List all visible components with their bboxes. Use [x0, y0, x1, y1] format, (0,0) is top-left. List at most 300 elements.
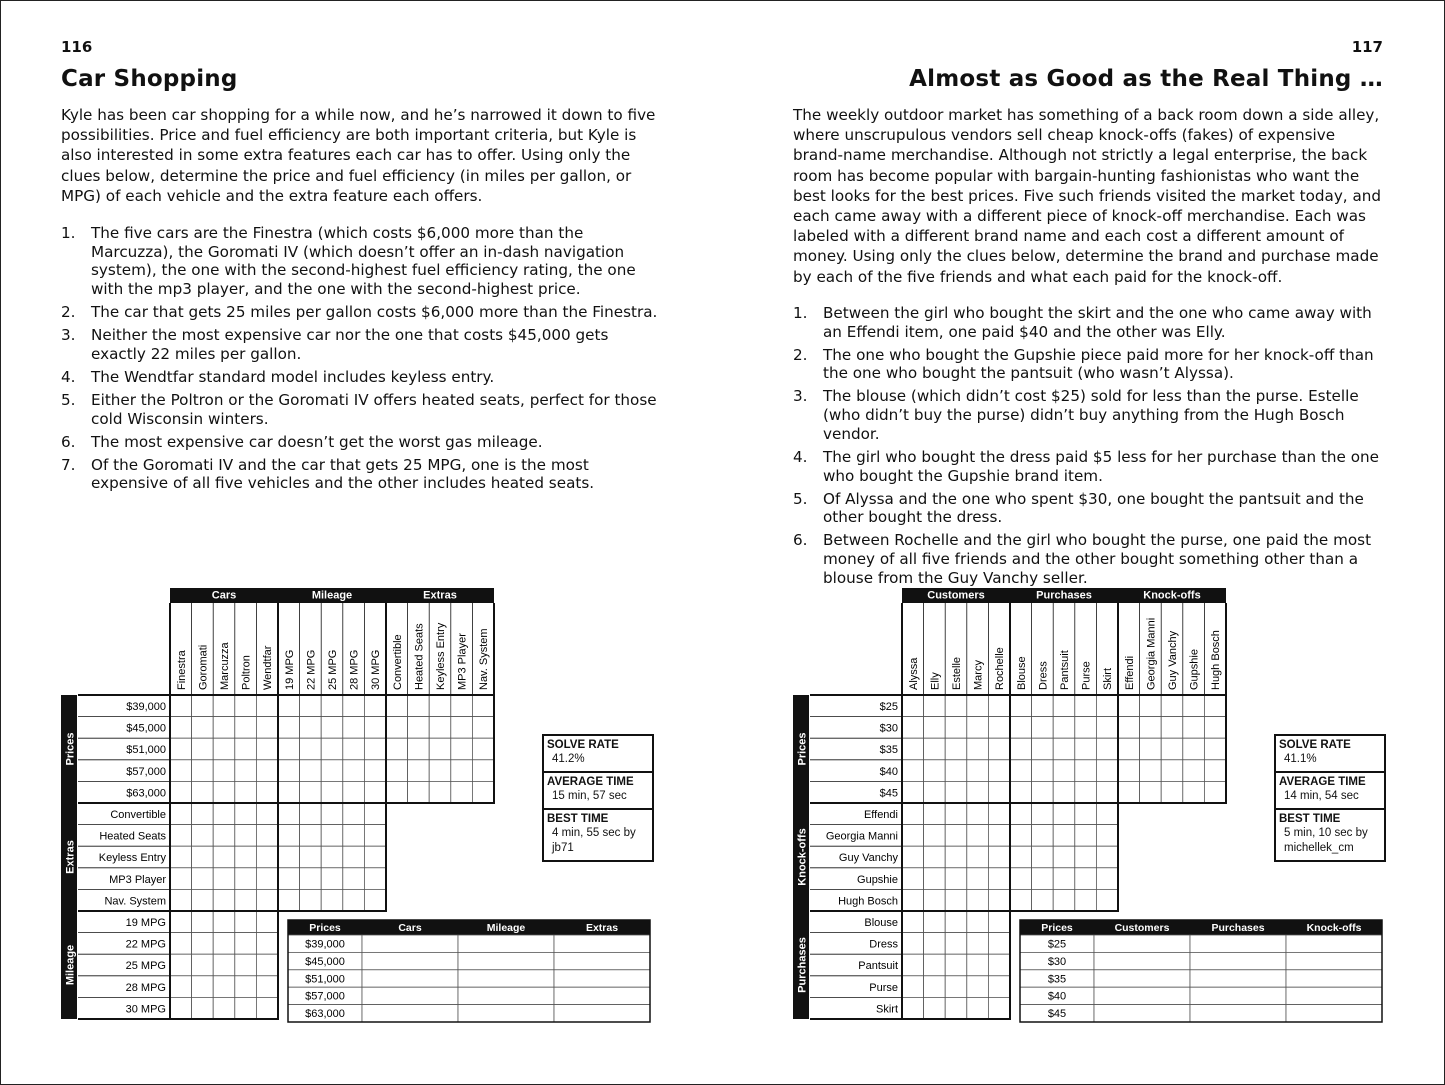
grid-cell[interactable]	[1075, 868, 1097, 890]
grid-cell[interactable]	[1140, 760, 1162, 782]
grid-cell[interactable]	[192, 911, 214, 933]
grid-cell[interactable]	[451, 717, 473, 739]
grid-cell[interactable]	[1010, 738, 1032, 760]
grid-cell[interactable]	[945, 868, 967, 890]
grid-cell[interactable]	[924, 846, 946, 868]
grid-cell[interactable]	[945, 717, 967, 739]
grid-cell[interactable]	[321, 717, 343, 739]
grid-cell[interactable]	[170, 738, 192, 760]
grid-cell[interactable]	[192, 760, 214, 782]
grid-cell[interactable]	[213, 760, 235, 782]
grid-cell[interactable]	[343, 846, 365, 868]
grid-cell[interactable]	[256, 911, 278, 933]
grid-cell[interactable]	[300, 846, 322, 868]
grid-cell[interactable]	[1075, 846, 1097, 868]
grid-cell[interactable]	[924, 868, 946, 890]
grid-cell[interactable]	[321, 846, 343, 868]
grid-cell[interactable]	[988, 846, 1010, 868]
grid-cell[interactable]	[988, 976, 1010, 998]
answer-cell[interactable]	[1286, 952, 1382, 969]
grid-cell[interactable]	[364, 889, 386, 911]
grid-cell[interactable]	[1032, 825, 1054, 847]
grid-cell[interactable]	[924, 760, 946, 782]
grid-cell[interactable]	[300, 825, 322, 847]
grid-cell[interactable]	[451, 738, 473, 760]
grid-cell[interactable]	[1183, 695, 1205, 717]
grid-cell[interactable]	[429, 760, 451, 782]
grid-cell[interactable]	[1204, 781, 1226, 803]
grid-cell[interactable]	[967, 976, 989, 998]
grid-cell[interactable]	[1204, 738, 1226, 760]
answer-cell[interactable]	[1286, 1005, 1382, 1022]
grid-cell[interactable]	[924, 911, 946, 933]
grid-cell[interactable]	[967, 933, 989, 955]
grid-cell[interactable]	[343, 889, 365, 911]
answer-cell[interactable]	[362, 987, 458, 1004]
answer-cell[interactable]	[1190, 952, 1286, 969]
grid-cell[interactable]	[902, 717, 924, 739]
grid-cell[interactable]	[945, 954, 967, 976]
grid-cell[interactable]	[902, 695, 924, 717]
grid-cell[interactable]	[213, 695, 235, 717]
grid-cell[interactable]	[364, 803, 386, 825]
grid-cell[interactable]	[192, 933, 214, 955]
answer-cell[interactable]	[458, 970, 554, 987]
grid-cell[interactable]	[902, 933, 924, 955]
grid-cell[interactable]	[192, 846, 214, 868]
grid-cell[interactable]	[235, 997, 257, 1019]
grid-cell[interactable]	[386, 760, 408, 782]
grid-cell[interactable]	[256, 846, 278, 868]
grid-cell[interactable]	[902, 954, 924, 976]
grid-cell[interactable]	[386, 781, 408, 803]
grid-cell[interactable]	[902, 889, 924, 911]
grid-cell[interactable]	[235, 976, 257, 998]
grid-cell[interactable]	[967, 695, 989, 717]
grid-cell[interactable]	[256, 717, 278, 739]
grid-cell[interactable]	[924, 803, 946, 825]
grid-cell[interactable]	[170, 997, 192, 1019]
grid-cell[interactable]	[213, 781, 235, 803]
grid-cell[interactable]	[192, 781, 214, 803]
grid-cell[interactable]	[1032, 868, 1054, 890]
grid-cell[interactable]	[213, 868, 235, 890]
answer-cell[interactable]	[1094, 952, 1190, 969]
grid-cell[interactable]	[1032, 889, 1054, 911]
grid-cell[interactable]	[967, 781, 989, 803]
answer-cell[interactable]	[362, 1005, 458, 1022]
grid-cell[interactable]	[1075, 717, 1097, 739]
grid-cell[interactable]	[235, 911, 257, 933]
grid-cell[interactable]	[213, 997, 235, 1019]
grid-cell[interactable]	[1010, 868, 1032, 890]
grid-cell[interactable]	[235, 803, 257, 825]
grid-cell[interactable]	[278, 760, 300, 782]
grid-cell[interactable]	[1010, 846, 1032, 868]
grid-cell[interactable]	[924, 997, 946, 1019]
grid-cell[interactable]	[1032, 803, 1054, 825]
grid-cell[interactable]	[343, 717, 365, 739]
grid-cell[interactable]	[967, 911, 989, 933]
grid-cell[interactable]	[988, 760, 1010, 782]
grid-cell[interactable]	[902, 846, 924, 868]
grid-cell[interactable]	[170, 976, 192, 998]
grid-cell[interactable]	[472, 717, 494, 739]
grid-cell[interactable]	[1010, 717, 1032, 739]
grid-cell[interactable]	[256, 889, 278, 911]
grid-cell[interactable]	[945, 781, 967, 803]
answer-cell[interactable]	[458, 1005, 554, 1022]
grid-cell[interactable]	[1032, 846, 1054, 868]
grid-cell[interactable]	[429, 738, 451, 760]
grid-cell[interactable]	[988, 717, 1010, 739]
grid-cell[interactable]	[1183, 738, 1205, 760]
answer-cell[interactable]	[362, 970, 458, 987]
grid-cell[interactable]	[1118, 781, 1140, 803]
grid-cell[interactable]	[988, 825, 1010, 847]
grid-cell[interactable]	[902, 760, 924, 782]
grid-cell[interactable]	[945, 889, 967, 911]
answer-cell[interactable]	[1094, 1005, 1190, 1022]
grid-cell[interactable]	[902, 911, 924, 933]
grid-cell[interactable]	[1096, 889, 1118, 911]
grid-cell[interactable]	[1096, 717, 1118, 739]
grid-cell[interactable]	[1010, 760, 1032, 782]
grid-cell[interactable]	[408, 738, 430, 760]
grid-cell[interactable]	[235, 868, 257, 890]
grid-cell[interactable]	[472, 738, 494, 760]
grid-cell[interactable]	[1096, 803, 1118, 825]
answer-cell[interactable]	[1094, 935, 1190, 952]
grid-cell[interactable]	[278, 889, 300, 911]
grid-cell[interactable]	[945, 695, 967, 717]
grid-cell[interactable]	[343, 868, 365, 890]
grid-cell[interactable]	[235, 738, 257, 760]
grid-cell[interactable]	[1032, 781, 1054, 803]
grid-cell[interactable]	[924, 954, 946, 976]
grid-cell[interactable]	[902, 976, 924, 998]
grid-cell[interactable]	[1118, 738, 1140, 760]
grid-cell[interactable]	[213, 825, 235, 847]
grid-cell[interactable]	[429, 695, 451, 717]
grid-cell[interactable]	[256, 933, 278, 955]
grid-cell[interactable]	[408, 760, 430, 782]
grid-cell[interactable]	[300, 868, 322, 890]
grid-cell[interactable]	[364, 846, 386, 868]
grid-cell[interactable]	[192, 868, 214, 890]
grid-cell[interactable]	[451, 695, 473, 717]
grid-cell[interactable]	[364, 825, 386, 847]
grid-cell[interactable]	[256, 976, 278, 998]
grid-cell[interactable]	[1096, 695, 1118, 717]
grid-cell[interactable]	[321, 781, 343, 803]
grid-cell[interactable]	[408, 717, 430, 739]
grid-cell[interactable]	[1053, 695, 1075, 717]
grid-cell[interactable]	[321, 803, 343, 825]
grid-cell[interactable]	[170, 954, 192, 976]
grid-cell[interactable]	[170, 911, 192, 933]
grid-cell[interactable]	[1075, 760, 1097, 782]
grid-cell[interactable]	[300, 760, 322, 782]
answer-cell[interactable]	[1190, 987, 1286, 1004]
grid-cell[interactable]	[364, 868, 386, 890]
grid-cell[interactable]	[1010, 825, 1032, 847]
grid-cell[interactable]	[1204, 760, 1226, 782]
grid-cell[interactable]	[278, 695, 300, 717]
grid-cell[interactable]	[1032, 738, 1054, 760]
answer-cell[interactable]	[554, 970, 650, 987]
grid-cell[interactable]	[945, 760, 967, 782]
grid-cell[interactable]	[988, 695, 1010, 717]
grid-cell[interactable]	[1161, 781, 1183, 803]
grid-cell[interactable]	[1161, 760, 1183, 782]
grid-cell[interactable]	[213, 976, 235, 998]
grid-cell[interactable]	[945, 976, 967, 998]
grid-cell[interactable]	[924, 933, 946, 955]
grid-cell[interactable]	[321, 825, 343, 847]
grid-cell[interactable]	[1096, 738, 1118, 760]
grid-cell[interactable]	[451, 781, 473, 803]
answer-cell[interactable]	[554, 1005, 650, 1022]
grid-cell[interactable]	[343, 738, 365, 760]
answer-cell[interactable]	[458, 952, 554, 969]
grid-cell[interactable]	[170, 717, 192, 739]
grid-cell[interactable]	[343, 695, 365, 717]
grid-cell[interactable]	[170, 781, 192, 803]
grid-cell[interactable]	[1053, 760, 1075, 782]
answer-cell[interactable]	[1286, 970, 1382, 987]
grid-cell[interactable]	[1075, 825, 1097, 847]
answer-cell[interactable]	[1094, 970, 1190, 987]
grid-cell[interactable]	[1161, 695, 1183, 717]
grid-cell[interactable]	[343, 760, 365, 782]
grid-cell[interactable]	[300, 803, 322, 825]
grid-cell[interactable]	[213, 911, 235, 933]
grid-cell[interactable]	[451, 760, 473, 782]
grid-cell[interactable]	[386, 695, 408, 717]
grid-cell[interactable]	[343, 825, 365, 847]
grid-cell[interactable]	[256, 695, 278, 717]
grid-cell[interactable]	[945, 997, 967, 1019]
grid-cell[interactable]	[408, 781, 430, 803]
answer-cell[interactable]	[1286, 935, 1382, 952]
grid-cell[interactable]	[364, 717, 386, 739]
grid-cell[interactable]	[945, 825, 967, 847]
grid-cell[interactable]	[213, 846, 235, 868]
grid-cell[interactable]	[278, 738, 300, 760]
grid-cell[interactable]	[364, 738, 386, 760]
grid-cell[interactable]	[192, 889, 214, 911]
grid-cell[interactable]	[1140, 695, 1162, 717]
grid-cell[interactable]	[278, 868, 300, 890]
grid-cell[interactable]	[1118, 695, 1140, 717]
grid-cell[interactable]	[321, 738, 343, 760]
grid-cell[interactable]	[170, 760, 192, 782]
grid-cell[interactable]	[235, 889, 257, 911]
grid-cell[interactable]	[321, 868, 343, 890]
grid-cell[interactable]	[1096, 868, 1118, 890]
grid-cell[interactable]	[386, 738, 408, 760]
grid-cell[interactable]	[1118, 760, 1140, 782]
grid-cell[interactable]	[988, 933, 1010, 955]
grid-cell[interactable]	[1096, 846, 1118, 868]
grid-cell[interactable]	[988, 997, 1010, 1019]
grid-cell[interactable]	[170, 695, 192, 717]
grid-cell[interactable]	[170, 846, 192, 868]
grid-cell[interactable]	[472, 781, 494, 803]
grid-cell[interactable]	[213, 803, 235, 825]
grid-cell[interactable]	[902, 868, 924, 890]
grid-cell[interactable]	[1032, 717, 1054, 739]
grid-cell[interactable]	[1032, 695, 1054, 717]
grid-cell[interactable]	[945, 911, 967, 933]
grid-cell[interactable]	[170, 868, 192, 890]
grid-cell[interactable]	[300, 738, 322, 760]
grid-cell[interactable]	[902, 825, 924, 847]
grid-cell[interactable]	[256, 803, 278, 825]
grid-cell[interactable]	[256, 760, 278, 782]
grid-cell[interactable]	[343, 781, 365, 803]
grid-cell[interactable]	[1010, 803, 1032, 825]
grid-cell[interactable]	[1075, 889, 1097, 911]
grid-cell[interactable]	[924, 738, 946, 760]
grid-cell[interactable]	[902, 803, 924, 825]
grid-cell[interactable]	[321, 695, 343, 717]
answer-cell[interactable]	[1190, 1005, 1286, 1022]
grid-cell[interactable]	[1183, 781, 1205, 803]
grid-cell[interactable]	[343, 803, 365, 825]
grid-cell[interactable]	[1204, 717, 1226, 739]
grid-cell[interactable]	[967, 760, 989, 782]
grid-cell[interactable]	[924, 889, 946, 911]
grid-cell[interactable]	[256, 954, 278, 976]
grid-cell[interactable]	[170, 803, 192, 825]
answer-cell[interactable]	[458, 987, 554, 1004]
grid-cell[interactable]	[192, 738, 214, 760]
grid-cell[interactable]	[988, 954, 1010, 976]
grid-cell[interactable]	[1075, 781, 1097, 803]
grid-cell[interactable]	[967, 717, 989, 739]
grid-cell[interactable]	[967, 997, 989, 1019]
grid-cell[interactable]	[967, 954, 989, 976]
answer-cell[interactable]	[1190, 935, 1286, 952]
grid-cell[interactable]	[924, 825, 946, 847]
grid-cell[interactable]	[1053, 825, 1075, 847]
grid-cell[interactable]	[408, 695, 430, 717]
grid-cell[interactable]	[902, 738, 924, 760]
grid-cell[interactable]	[213, 954, 235, 976]
grid-cell[interactable]	[472, 695, 494, 717]
grid-cell[interactable]	[235, 846, 257, 868]
grid-cell[interactable]	[967, 825, 989, 847]
grid-cell[interactable]	[213, 717, 235, 739]
grid-cell[interactable]	[967, 846, 989, 868]
grid-cell[interactable]	[1183, 760, 1205, 782]
grid-cell[interactable]	[235, 781, 257, 803]
grid-cell[interactable]	[213, 738, 235, 760]
grid-cell[interactable]	[1075, 695, 1097, 717]
grid-cell[interactable]	[1053, 889, 1075, 911]
grid-cell[interactable]	[1053, 717, 1075, 739]
grid-cell[interactable]	[1161, 717, 1183, 739]
answer-cell[interactable]	[362, 935, 458, 952]
grid-cell[interactable]	[256, 868, 278, 890]
grid-cell[interactable]	[235, 933, 257, 955]
grid-cell[interactable]	[1075, 738, 1097, 760]
grid-cell[interactable]	[1140, 781, 1162, 803]
grid-cell[interactable]	[988, 738, 1010, 760]
grid-cell[interactable]	[235, 760, 257, 782]
grid-cell[interactable]	[967, 803, 989, 825]
answer-cell[interactable]	[1286, 987, 1382, 1004]
answer-cell[interactable]	[458, 935, 554, 952]
grid-cell[interactable]	[256, 825, 278, 847]
grid-cell[interactable]	[1010, 781, 1032, 803]
grid-cell[interactable]	[386, 717, 408, 739]
grid-cell[interactable]	[945, 738, 967, 760]
grid-cell[interactable]	[256, 738, 278, 760]
grid-cell[interactable]	[321, 760, 343, 782]
grid-cell[interactable]	[472, 760, 494, 782]
grid-cell[interactable]	[1075, 803, 1097, 825]
grid-cell[interactable]	[170, 825, 192, 847]
grid-cell[interactable]	[364, 781, 386, 803]
grid-cell[interactable]	[988, 911, 1010, 933]
grid-cell[interactable]	[924, 781, 946, 803]
grid-cell[interactable]	[278, 803, 300, 825]
grid-cell[interactable]	[235, 825, 257, 847]
grid-cell[interactable]	[1053, 803, 1075, 825]
grid-cell[interactable]	[1161, 738, 1183, 760]
grid-cell[interactable]	[1118, 717, 1140, 739]
grid-cell[interactable]	[945, 803, 967, 825]
grid-cell[interactable]	[278, 846, 300, 868]
answer-cell[interactable]	[1190, 970, 1286, 987]
grid-cell[interactable]	[1053, 781, 1075, 803]
grid-cell[interactable]	[1010, 695, 1032, 717]
grid-cell[interactable]	[278, 717, 300, 739]
grid-cell[interactable]	[213, 933, 235, 955]
grid-cell[interactable]	[300, 717, 322, 739]
grid-cell[interactable]	[924, 695, 946, 717]
grid-cell[interactable]	[902, 781, 924, 803]
grid-cell[interactable]	[235, 717, 257, 739]
grid-cell[interactable]	[1096, 825, 1118, 847]
grid-cell[interactable]	[1096, 781, 1118, 803]
grid-cell[interactable]	[170, 889, 192, 911]
grid-cell[interactable]	[924, 717, 946, 739]
grid-cell[interactable]	[988, 868, 1010, 890]
grid-cell[interactable]	[256, 997, 278, 1019]
answer-cell[interactable]	[554, 935, 650, 952]
grid-cell[interactable]	[1096, 760, 1118, 782]
answer-cell[interactable]	[1094, 987, 1190, 1004]
grid-cell[interactable]	[192, 976, 214, 998]
grid-cell[interactable]	[1010, 889, 1032, 911]
grid-cell[interactable]	[300, 889, 322, 911]
grid-cell[interactable]	[213, 889, 235, 911]
grid-cell[interactable]	[256, 781, 278, 803]
grid-cell[interactable]	[967, 868, 989, 890]
grid-cell[interactable]	[429, 717, 451, 739]
grid-cell[interactable]	[321, 889, 343, 911]
grid-cell[interactable]	[1053, 738, 1075, 760]
grid-cell[interactable]	[278, 781, 300, 803]
grid-cell[interactable]	[988, 803, 1010, 825]
grid-cell[interactable]	[1204, 695, 1226, 717]
grid-cell[interactable]	[192, 717, 214, 739]
grid-cell[interactable]	[924, 976, 946, 998]
